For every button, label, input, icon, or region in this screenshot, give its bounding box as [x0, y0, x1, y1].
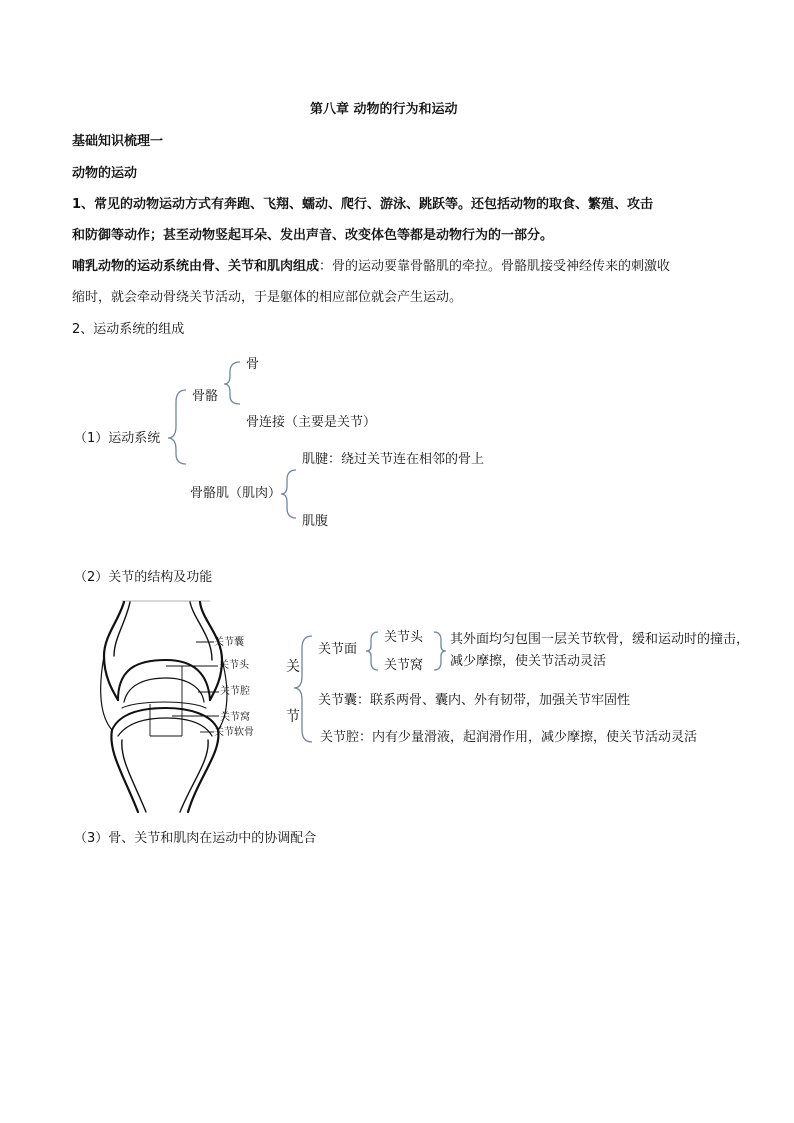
- brace-skeleton: [224, 362, 240, 404]
- joint-root-char1: 关: [286, 659, 300, 675]
- joint-surface-desc-line1: 其外面均匀包围一层关节软骨，缓和运动时的撞击，: [450, 632, 750, 647]
- brace-surface-desc: [434, 632, 446, 670]
- diagram-label-head: 关节头: [219, 660, 249, 671]
- point1-line2: 和防御等动作；甚至动物竖起耳朵、发出声音、改变体色等都是动物行为的一部分。: [72, 228, 554, 243]
- mammal-bold: 哺乳动物的运动系统由骨、关节和肌肉组成: [72, 259, 320, 274]
- section-heading: 基础知识梳理一: [72, 134, 164, 149]
- tree-skeleton: 骨骼: [192, 389, 219, 404]
- joint-illustration: [101, 601, 227, 812]
- joint-surface: 关节面: [318, 642, 358, 657]
- joint-surface-desc-line2: 减少摩擦，使关节活动灵活: [450, 654, 607, 669]
- diagram-label-cavity: 关节腔: [220, 686, 250, 697]
- tree-root-system: （1）运动系统: [74, 431, 161, 446]
- point1-line1: 1、常见的动物运动方式有奔跑、飞翔、蠕动、爬行、游泳、跳跃等。还包括动物的取食、繁殖、攻击: [72, 197, 654, 212]
- brace-muscle: [281, 470, 296, 518]
- joint-root-char2: 节: [286, 709, 300, 725]
- diagram-label-cartilage: 关节软骨: [214, 727, 254, 738]
- brace-surface: [366, 632, 378, 670]
- subsection-heading: 动物的运动: [72, 166, 138, 181]
- tree-tendon: 肌腱：绕过关节连在相邻的骨上: [302, 452, 485, 467]
- tree-muscle: 骨骼肌（肌肉）: [190, 486, 282, 501]
- tree-belly: 肌腹: [302, 514, 329, 529]
- mammal-rest: ：骨的运动要靠骨骼肌的牵拉。骨骼肌接受神经传来的刺激收: [319, 259, 671, 274]
- joint-section-heading: （2）关节的结构及功能: [74, 570, 213, 585]
- diagram-label-capsule: 关节囊: [214, 637, 244, 648]
- tree-bone-joint: 骨连接（主要是关节）: [246, 415, 377, 430]
- joint-head: 关节头: [384, 630, 424, 645]
- brace-joint: [294, 636, 312, 742]
- point2-heading: 2、运动系统的组成: [72, 322, 185, 337]
- diagram-label-socket: 关节窝: [220, 712, 250, 723]
- joint-cavity: 关节腔：内有少量滑液，起润滑作用，减少摩擦，使关节活动灵活: [320, 730, 698, 745]
- point3-heading: （3）骨、关节和肌肉在运动中的协调配合: [74, 831, 317, 846]
- tree-bone: 骨: [246, 357, 260, 372]
- page-title: 第八章 动物的行为和运动: [310, 102, 458, 117]
- joint-capsule: 关节囊：联系两骨、囊内、外有韧带，加强关节牢固性: [318, 693, 631, 708]
- mammal-paragraph-line2: 缩时，就会牵动骨绕关节活动，于是躯体的相应部位就会产生运动。: [72, 290, 463, 305]
- brace-system: [168, 390, 186, 464]
- joint-socket: 关节窝: [384, 658, 424, 673]
